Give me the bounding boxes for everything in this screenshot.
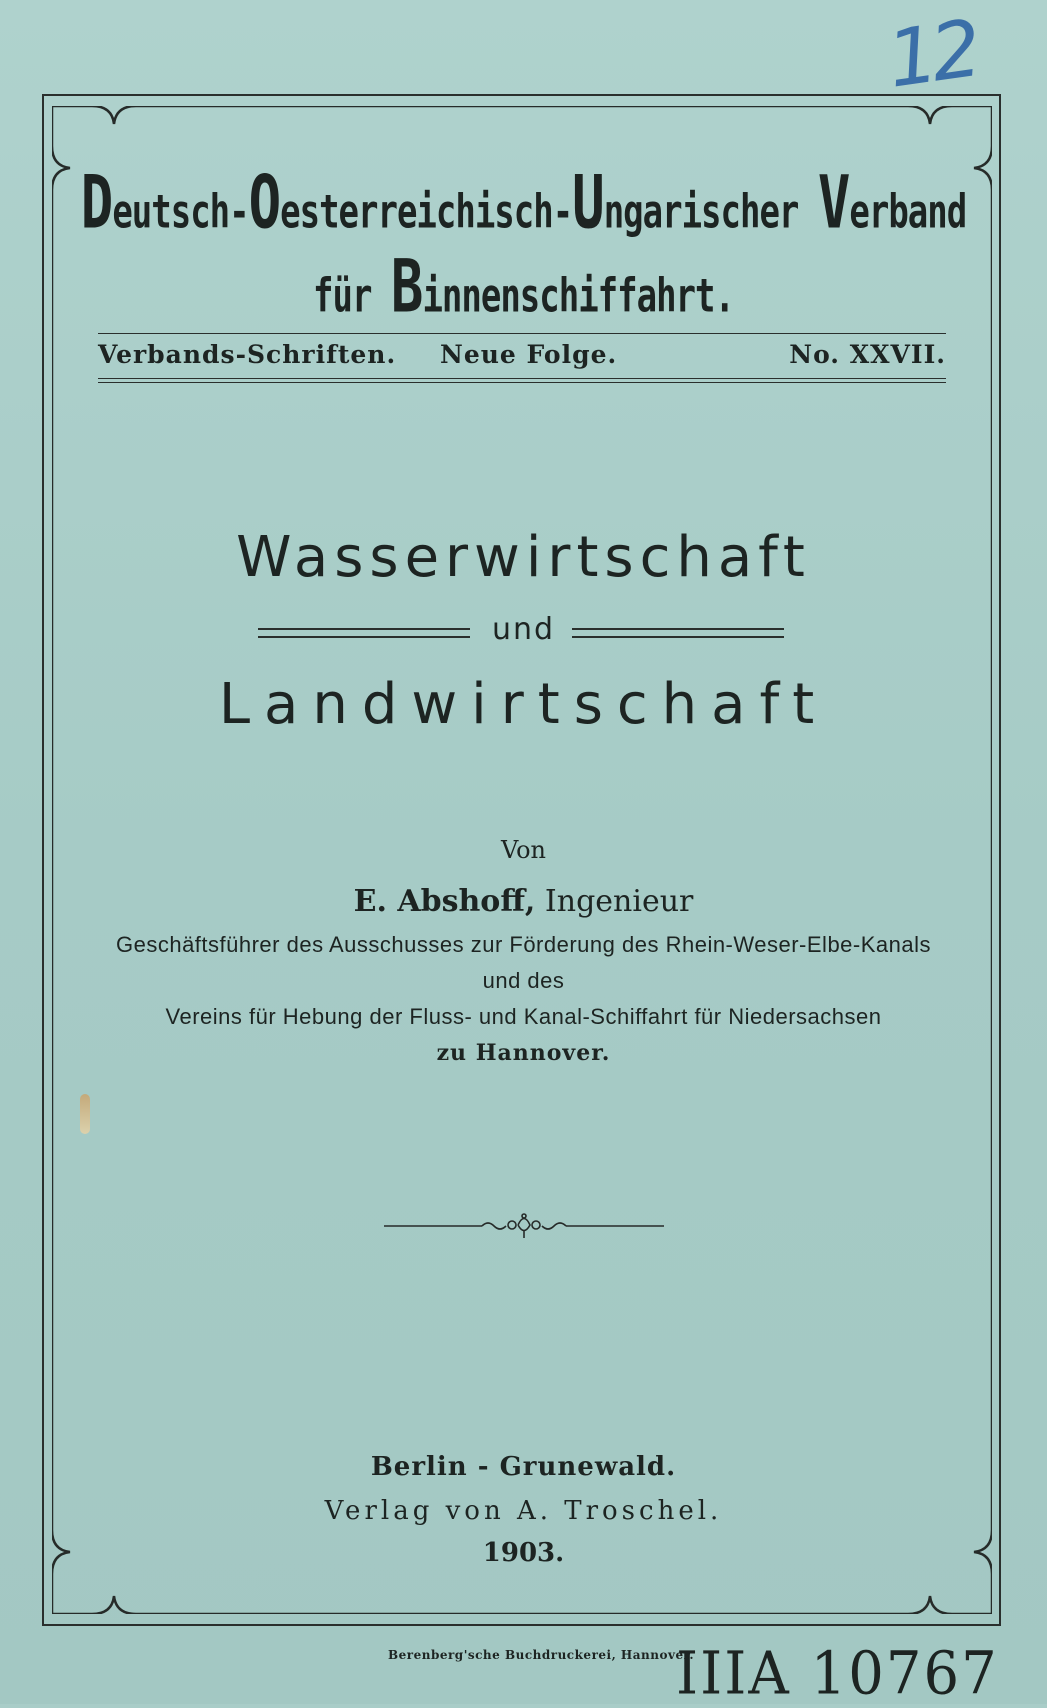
author-name: E. Abshoff, xyxy=(353,884,536,919)
author-description-3: Vereins für Hebung der Fluss- und Kanal-Schiffahrt für Niedersachsen xyxy=(165,1004,882,1029)
imprint-publisher: Verlag von A. Troschel. xyxy=(324,1496,723,1526)
library-shelfmark: IIIA 10767 xyxy=(676,1640,999,1708)
series-folge: Neue Folge. xyxy=(440,340,618,369)
title-double-rule-right xyxy=(572,628,784,638)
ornament-divider-icon xyxy=(384,1210,664,1240)
imprint-year: 1903. xyxy=(482,1538,565,1568)
author-place: zu Hannover. xyxy=(436,1040,611,1066)
series-name: Verbands-Schriften. xyxy=(98,340,397,369)
association-name-line1: Deutsch-Oesterreichisch-Ungarischer Verband xyxy=(80,160,967,246)
author-role: Ingenieur xyxy=(535,884,694,919)
paper-stain xyxy=(80,1094,90,1134)
title-line1: Wasserwirtschaft xyxy=(236,525,811,590)
imprint-city: Berlin - Grunewald. xyxy=(370,1452,677,1482)
series-rule-bottom-2 xyxy=(98,382,946,383)
series-rule-top xyxy=(98,333,946,334)
handwritten-number: 12 xyxy=(882,4,982,106)
printer-credit: Berenberg'sche Buchdruckerei, Hannover. xyxy=(388,1648,695,1662)
author-description-1: Geschäftsführer des Ausschusses zur Förderung des Rhein-Weser-Elbe-Kanals xyxy=(115,932,932,957)
title-line2: Landwirtschaft xyxy=(218,672,829,737)
header-cap-d: D xyxy=(80,160,113,246)
author-von: Von xyxy=(500,836,547,864)
series-number: No. XXVII. xyxy=(789,340,946,369)
author-line xyxy=(0,884,1047,919)
association-name-line2: für Binnenschiffahrt. xyxy=(313,244,734,330)
author-description-2: und des xyxy=(482,968,565,993)
title-connector: und xyxy=(491,612,556,647)
series-rule-bottom xyxy=(98,378,946,379)
